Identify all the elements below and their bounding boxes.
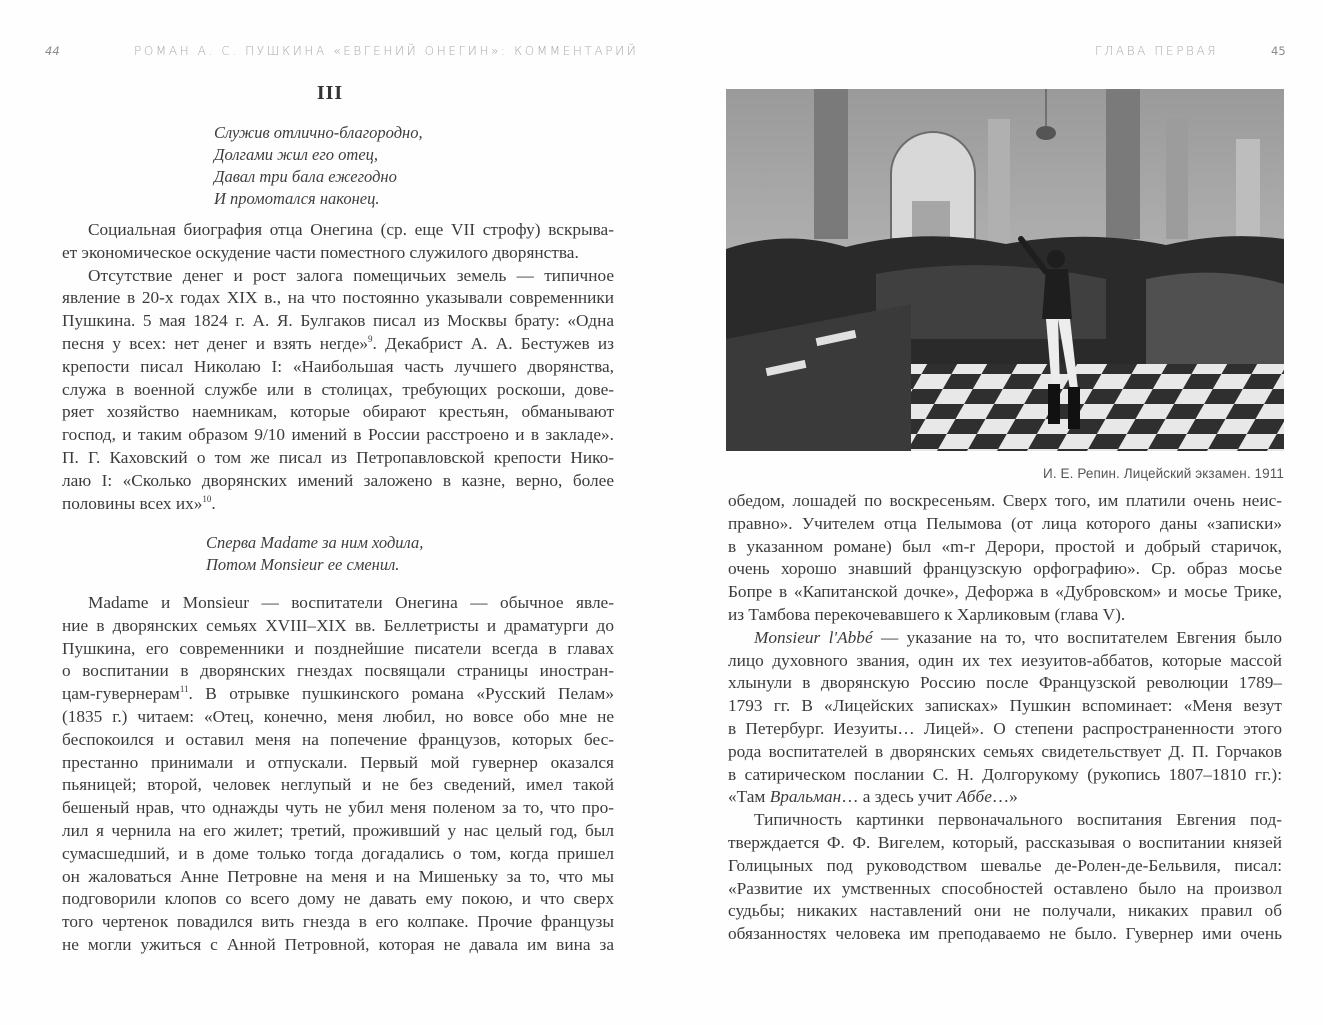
page-number-right: 45 [1271, 44, 1286, 58]
column [1166, 119, 1188, 239]
text-line: ние в дворянских семьях XVIII–XIX вв. Беллетристы и драматурги до [62, 615, 614, 635]
footnote-ref-11[interactable]: 11 [179, 684, 189, 695]
text-line: в указанном романе) был «m-r Дерори, простой и добрый старичок, [728, 536, 1282, 556]
text-line: пьяницей; второй, человек неглупый и не без сведений, имел такой [62, 775, 614, 795]
column [814, 89, 848, 239]
verse-line: Потом Monsieur ее сменил. [206, 555, 400, 574]
right-page [660, 0, 1323, 1025]
running-head-left: РОМАН А. С. ПУШКИНА «ЕВГЕНИЙ ОНЕГИН»: КОММЕНТАРИЙ [134, 44, 639, 58]
text-line: не могли ужиться с Анной Петровной, которая не давала им вина за [62, 934, 614, 954]
text-line: Пушкина, его современники и позднейшие писатели всегда в главах [62, 638, 614, 658]
text-line: Madame и Monsieur — воспитатели Онегина — обычное явле- [88, 593, 614, 612]
door [912, 201, 950, 241]
running-head-right: ГЛАВА ПЕРВАЯ [1095, 44, 1219, 58]
text-line: «Развитие их умственных способностей оставлено было на произвол [728, 878, 1282, 898]
text-line: Голицыных под руководством шевалье де-Ролен-де-Бельвиля, писал: [728, 855, 1282, 875]
text-line: о воспитании в дворянских гнездах посвящали страницы иностран- [62, 661, 614, 681]
text-fragment: цам-гувернерам [62, 684, 180, 704]
text-fragment: половины всех их» [62, 493, 203, 513]
text-line: Типичность картинки первоначального воспитания Евгения под- [754, 810, 1282, 830]
illustration-caption: И. Е. Репин. Лицейский экзамен. 1911 [1043, 466, 1284, 481]
italic-term: Monsieur l'Abbé [754, 627, 873, 647]
text-line: судьбы; никаких наставлений они не получали, никаких правил об [728, 901, 1282, 921]
text-line: Бопре в «Капитанской дочке», Дефоржа в «Дубровском» и мосье Трике, [728, 582, 1282, 602]
text-line [62, 333, 614, 356]
text-fragment: …» [991, 787, 1018, 807]
commentary-paragraph-2 [62, 592, 614, 957]
text-fragment: … а здесь учит [841, 787, 957, 807]
text-line: в сатирическом послании С. Н. Долгорукому (рукопись 1807–1810 гг.): [728, 764, 1282, 784]
text-line: в Петербург. Иезуиты… Лицей». О степени распространенности этого [728, 718, 1282, 738]
text-line: он жаловаться Анне Петровне на меня и на Мишеньку за то, что мы [62, 866, 614, 886]
text-line: половины всех их»$^{10}$. [62, 493, 216, 513]
epigraph-verse [214, 122, 423, 210]
text-line: сумасшедший, и в доме только тогда догадались о том, когда пришел [62, 843, 614, 863]
text-fragment: — указание на то, что воспитателем Евгения было [872, 627, 1282, 647]
quote-verse [206, 532, 423, 576]
text-line: из Тамбова перекочевавшего к Харликовым (глава V). [728, 604, 1126, 624]
text-line: ряет хозяйство наемникам, которые обирают крестьян, обманывают [62, 402, 614, 422]
text-line: Пушкина. 5 мая 1824 г. А. Я. Булгаков писал из Москвы брату: «Одна [62, 311, 614, 331]
verse-line: Долгами жил его отец, [214, 145, 379, 164]
text-line: обедом, лошадей по воскресеньям. Сверх того, им платили очень неис- [728, 491, 1282, 510]
column [1236, 139, 1260, 249]
illustration-lyceum-exam [726, 89, 1284, 451]
text-fragment: песня у всех: нет денег и взять негде» [62, 333, 369, 353]
verse-line: И промотался наконец. [214, 189, 380, 208]
text-line: ет экономическое оскудение части поместного служилого дворянства. [62, 242, 579, 262]
text-line [728, 627, 1282, 650]
italic-term: Аббе [956, 787, 992, 807]
text-line: хлынули в дворянскую Россию после Французской революции 1789– [728, 673, 1282, 693]
commentary-paragraph-1 [62, 219, 614, 515]
text-line: Отсутствие денег и рост залога помещичьих земель — типичное [88, 265, 614, 285]
text-fragment: . В отрывке пушкинского романа «Русский Пелам» [188, 684, 614, 704]
footnote-ref-10[interactable]: 10 [202, 493, 212, 504]
chandelier [1036, 126, 1056, 140]
text-line: лицо духовного звания, один их тех иезуитов-аббатов, которые массой [728, 650, 1282, 670]
text-line: П. Г. Каховский о том же писал из Петропавловской крепости Нико- [62, 447, 614, 467]
text-line: Социальная биография отца Онегина (ср. еще VII строфу) вскрыва- [88, 220, 614, 239]
text-line: беспокоился и оставил меня на попечение французов, которых бес- [62, 729, 614, 749]
stanza-number: III [316, 82, 344, 104]
italic-term: Вральман [769, 787, 842, 807]
text-line: лаю I: «Сколько дворянских имений заложено в казне, верно, более [62, 470, 614, 490]
text-line: бешеный нрав, что однажды чуть не убил меня поленом за то, что про- [62, 798, 614, 818]
painting-image [726, 89, 1284, 451]
text-line [728, 786, 1282, 809]
verse-line: Сперва Madame за ним ходила, [206, 533, 424, 552]
footnote-ref-9[interactable]: 9 [368, 333, 373, 344]
text-line: крепости писал Николаю I: «Наибольшая часть лучшего дворянства, [62, 356, 614, 376]
text-line: тверждается Ф. Ф. Вигелем, который, рассказывая о воспитании князей [728, 832, 1282, 852]
text-line: правно». Учителем отца Пелымова (от лица которого даны «записки» [728, 513, 1282, 533]
page-number-left: 44 [45, 44, 60, 58]
commentary-paragraph-3 [728, 490, 1282, 946]
text-fragment: . Декабрист А. А. Бестужев из [372, 333, 614, 353]
text-line: очень хорошо знавший французскую орфографию». Ср. образ мосье [728, 559, 1282, 579]
text-line: того чертенок повадился вить гнезда в его колпаке. Прочие французы [62, 912, 614, 932]
left-page [0, 0, 660, 1025]
column [1106, 89, 1140, 239]
text-line [62, 683, 614, 706]
text-line: обязанностях человека им преподаваемо не было. Гувернер ими очень [728, 924, 1282, 944]
text-line: лил я чернила на его жилет; третий, проживший у нас целый год, был [62, 820, 614, 840]
text-line: господ, и таким образом 9/10 имений в России расстроено и в закладе». [62, 425, 614, 445]
text-line: рода воспитателей в дворянских семьях свидетельствует Д. П. Горчаков [728, 741, 1282, 761]
text-fragment: «Там [728, 787, 770, 807]
text-line: 1793 гг. В «Лицейских записках» Пушкин вспоминает: «Меня везут [728, 696, 1282, 716]
text-line: явление в 20-х годах XIX в., на что постоянно указывали современники [62, 288, 614, 308]
verse-line: Служив отлично-благородно, [214, 123, 423, 142]
text-line: служа в военной службе или в столицах, требующих роскоши, дове- [62, 379, 614, 399]
column [988, 119, 1010, 249]
text-line: подговорили клопов со всего дому не давать ему покою, и что сверх [62, 889, 614, 909]
verse-line: Давал три бала ежегодно [214, 167, 397, 186]
text-line: престанно принимали и отпускали. Первый мой гувернер оказался [62, 752, 614, 772]
text-line: (1835 г.) читаем: «Отец, конечно, меня любил, но вовсе обо мне не [62, 706, 614, 726]
